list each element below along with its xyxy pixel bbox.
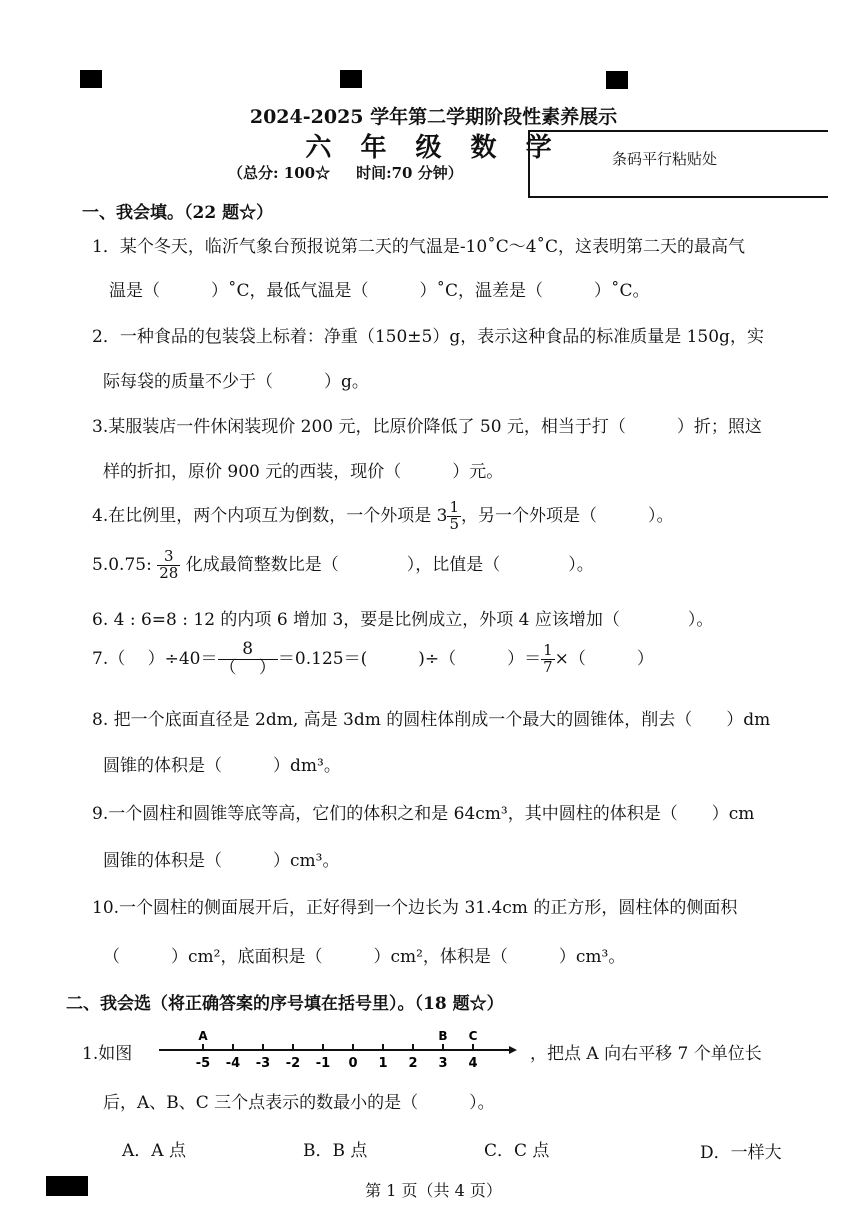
q2-line2: 际每袋的质量不少于（ ）g。 [103,372,369,392]
q4-fraction [447,500,461,533]
number-line-tick-label: -5 [195,1056,211,1071]
barcode-label: 条码平行粘贴处 [612,150,718,168]
option-c[interactable]: C．C 点 [484,1141,550,1161]
q7 [92,641,654,678]
section-2-heading: 二、我会选（将正确答案的序号填在括号里）。（18 题☆） [66,994,504,1014]
number-line-point-c: C [468,1029,478,1043]
q3-line2: 样的折扣，原价 900 元的西装，现价（ ）元。 [103,462,504,482]
q7-text-after: ×（ ） [554,648,654,669]
q7-fraction2-numerator: 1 [543,641,553,660]
s2-q1-line2: 后，A、B、C 三个点表示的数最小的是（ ）。 [103,1093,495,1113]
option-a[interactable]: A．A 点 [122,1141,186,1161]
number-line-point-a: A [198,1029,208,1043]
q10-line2: （ ）cm²，底面积是（ ）cm²，体积是（ ）cm³。 [103,947,626,967]
page-number: 第 1 页（共 4 页） [365,1181,502,1200]
q1-line1: 1．某个冬天，临沂气象台预报说第二天的气温是-10˚C～4˚C，这表明第二天的最高气 [92,237,746,257]
number-line-tick-label: 2 [408,1056,418,1071]
option-b[interactable]: B．B 点 [303,1141,368,1161]
q7-text-before: 7.（ ）÷40＝ [92,648,218,669]
q8-line2: 圆锥的体积是（ ）dm³。 [103,756,341,776]
number-line-tick-label: -3 [255,1056,271,1071]
q3-line1: 3.某服装店一件休闲装现价 200 元，比原价降低了 50 元，相当于打（ ）折；照这 [92,417,762,437]
number-line-tick-label: 3 [438,1056,448,1071]
q7-fraction-numerator: 8 [218,641,278,660]
q4-fraction-denominator: 5 [449,514,459,533]
exam-time: 时间:70 分钟） [356,164,463,182]
exam-title: 2024-2025 学年第二学期阶段性素养展示 [249,106,618,128]
number-line [155,1020,525,1074]
q7-fraction2-denominator: 7 [543,657,553,676]
option-d[interactable]: D．一样大 [700,1143,782,1163]
q5-fraction [157,549,180,582]
number-line-point-b: B [438,1029,448,1043]
q5-text-after: 化成最简整数比是（ ），比值是（ ）。 [185,554,594,575]
q7-fraction [218,641,278,678]
q10-line1: 10.一个圆柱的侧面展开后，正好得到一个边长为 31.4cm 的正方形，圆柱体的侧面积 [92,898,738,918]
number-line-tick-label: -4 [225,1056,241,1071]
q7-fraction-2 [541,643,555,676]
q5 [92,549,594,582]
q4-text-after: ，另一个外项是（ ）。 [461,505,674,526]
q1-line2: 温是（ ）˚C，最低气温是（ ）˚C，温差是（ ）˚C。 [109,281,650,301]
subject-title: 六 年 级 数 学 [305,133,562,163]
q9-line2: 圆锥的体积是（ ）cm³。 [103,851,340,871]
q6: 6. 4 : 6=8 : 12 的内项 6 增加 3，要是比例成立，外项 4 应该增加（ ）。 [92,610,714,630]
q4 [92,500,674,533]
q5-fraction-denominator: 28 [159,563,179,582]
number-line-tick-label: -1 [315,1056,331,1071]
section-1-heading: 一、我会填。（22 题☆） [82,203,274,223]
number-line-tick-label: 4 [468,1056,478,1071]
q8-line1: 8. 把一个底面直径是 2dm, 高是 3dm 的圆柱体削成一个最大的圆锥体，削去（ ）dm [92,710,771,730]
s2-q1-label: 1.如图 [82,1044,133,1064]
number-line-tick-label: 1 [378,1056,388,1071]
total-score: （总分: 100☆ [228,164,331,182]
q4-fraction-numerator: 1 [449,498,459,516]
number-line-tick-label: -2 [285,1056,301,1071]
q7-text-middle: ＝0.125＝( )÷（ ）＝ [277,648,542,669]
q9-line1: 9.一个圆柱和圆锥等底等高，它们的体积之和是 64cm³，其中圆柱的体积是（ ）cm [92,804,755,824]
number-line-arrow [509,1046,517,1054]
q7-fraction-denominator: （ ） [219,657,276,678]
q5-text-before: 5.0.75: [92,554,152,575]
number-line-tick-label: 0 [348,1056,358,1071]
q2-line1: 2．一种食品的包装袋上标着：净重（150±5）g，表示这种食品的标准质量是 150g，实 [92,327,764,347]
q4-text-before: 4.在比例里，两个内项互为倒数，一个外项是 3 [92,505,448,526]
s2-q1-text: ，把点 A 向右平移 7 个单位长 [530,1044,762,1064]
q5-fraction-numerator: 3 [157,549,180,566]
